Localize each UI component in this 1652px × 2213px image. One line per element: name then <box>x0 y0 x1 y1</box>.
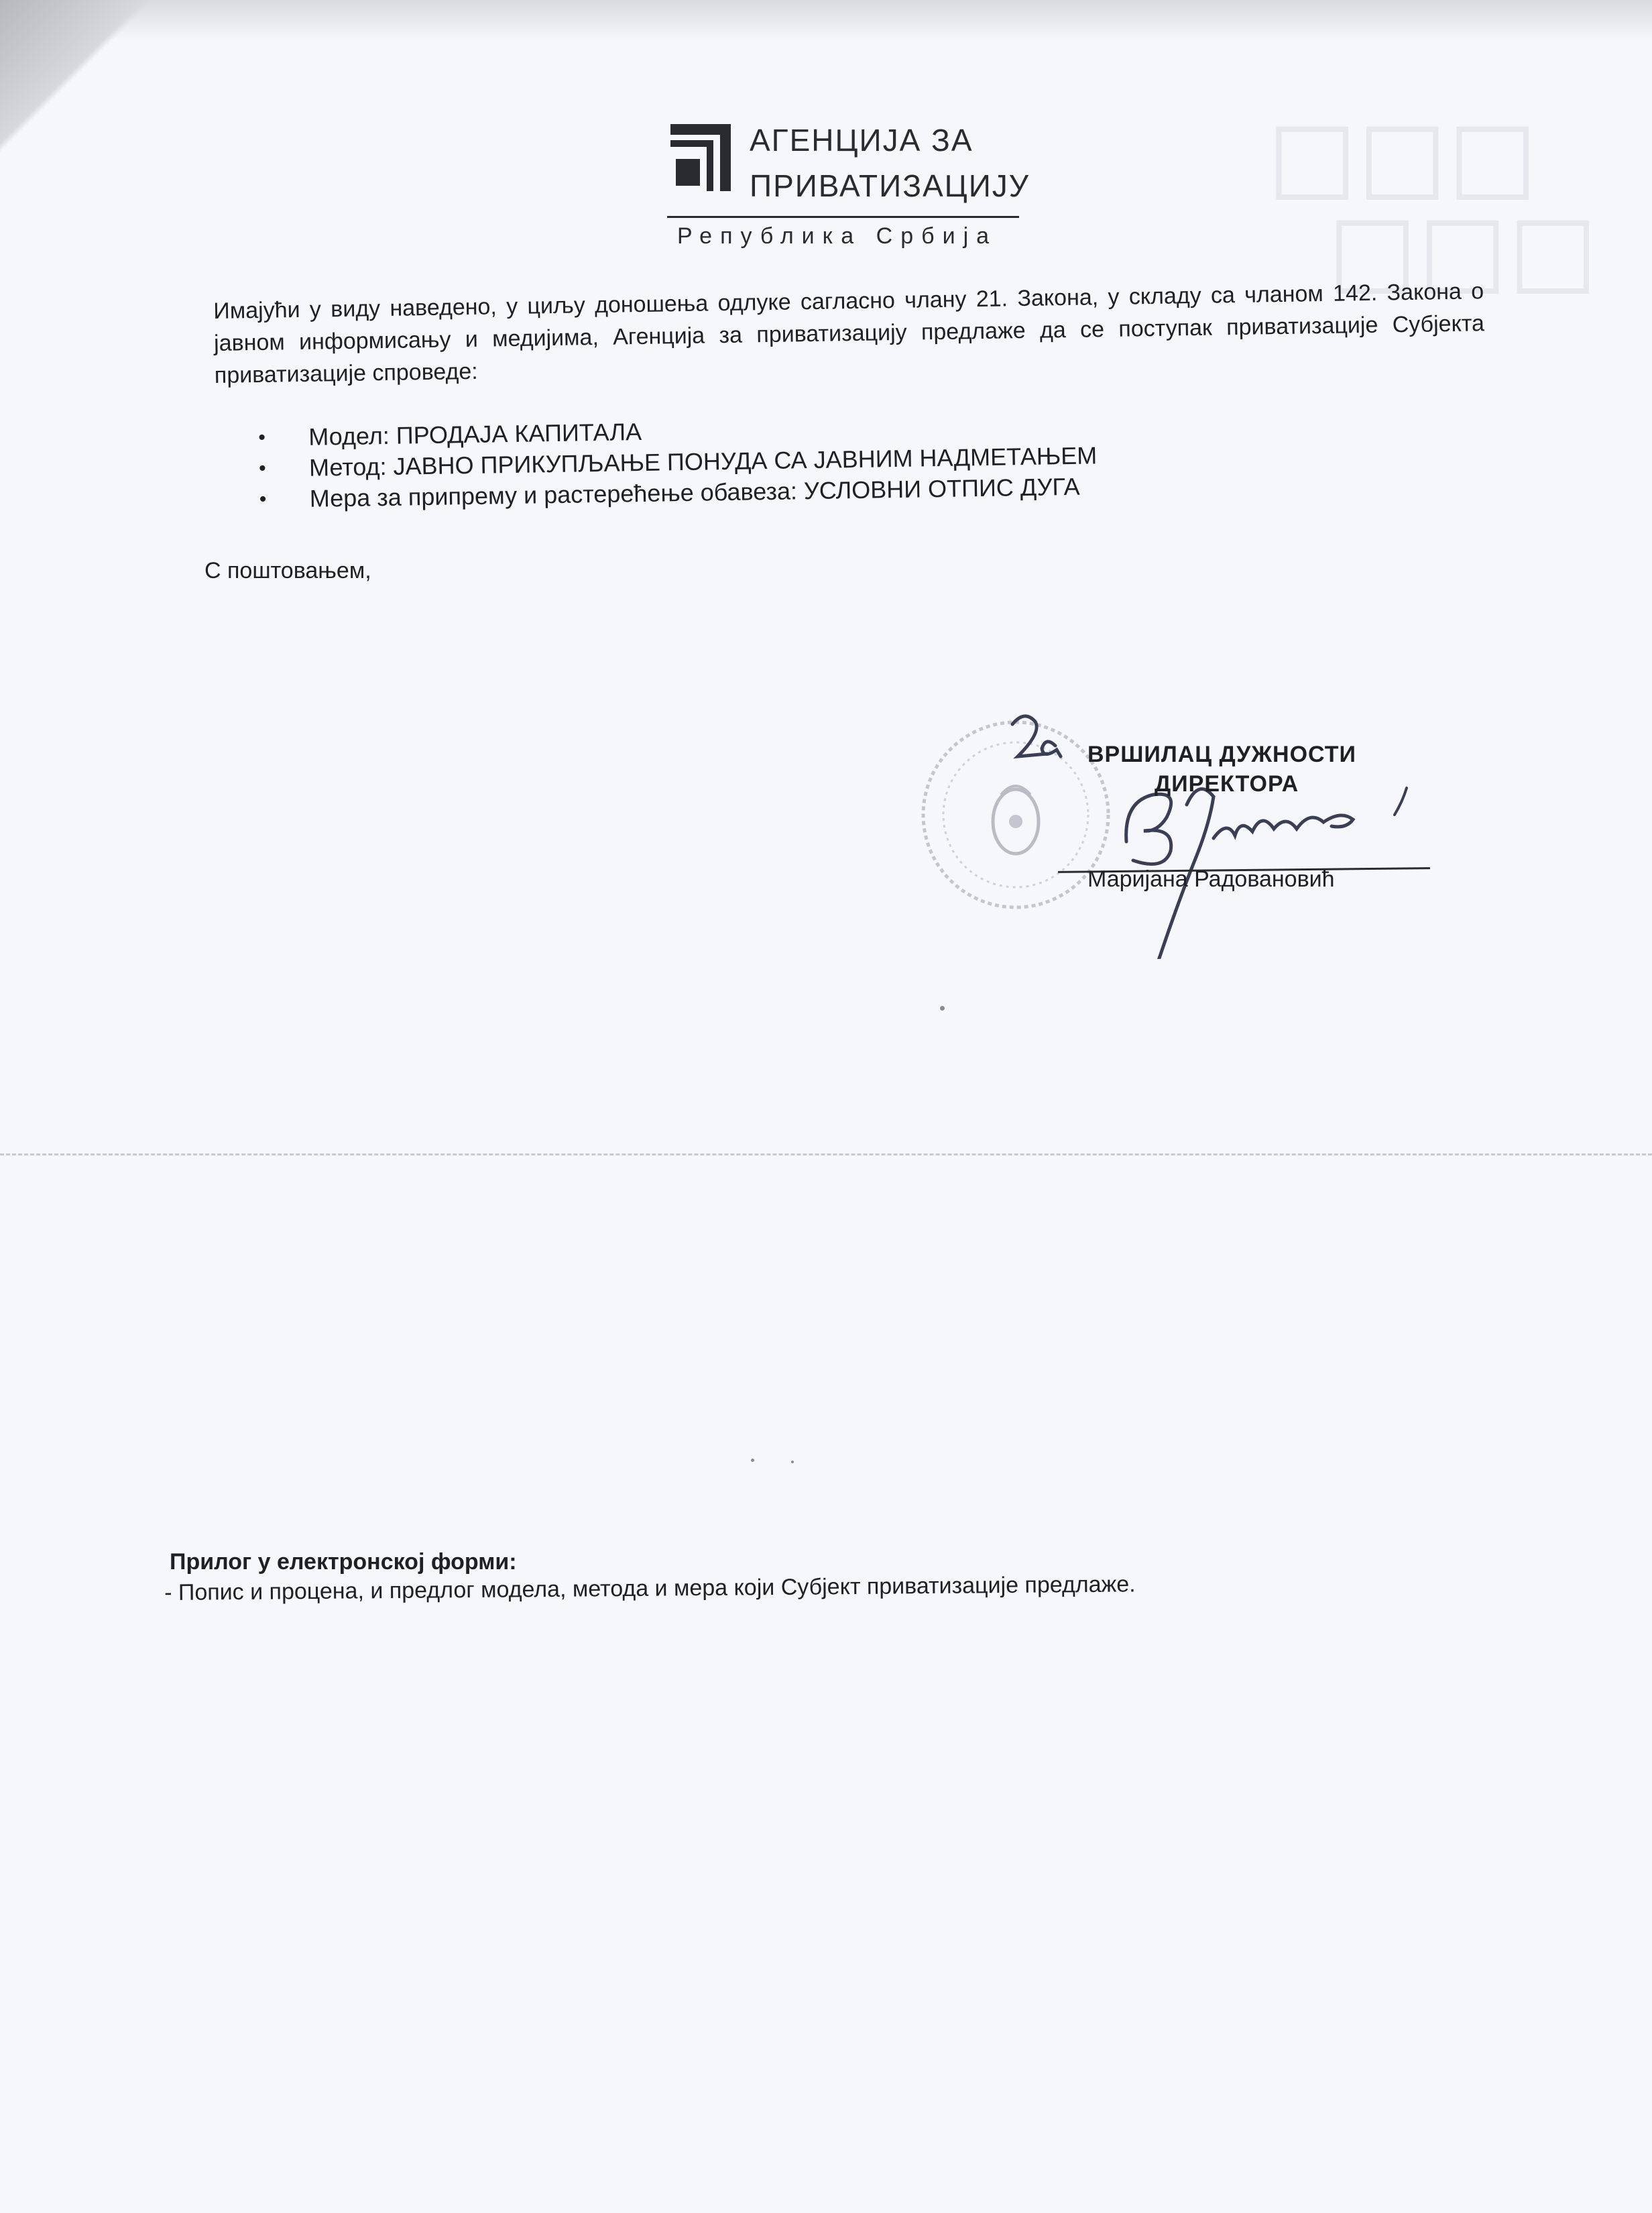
paper-fold-line <box>0 1153 1652 1155</box>
bullet-icon: • <box>258 457 266 479</box>
list-item-text: Мера за припрему и растерећење обавеза: УСЛОВНИ ОТПИС ДУГА <box>309 472 1080 512</box>
agency-name-line-2: ПРИВАТИЗАЦИЈУ <box>750 168 1030 203</box>
scan-speck <box>751 1459 754 1462</box>
bullet-icon: • <box>258 426 266 449</box>
proposal-list <box>258 404 1466 515</box>
letterhead-divider <box>667 216 1019 218</box>
bullet-icon: • <box>259 488 267 510</box>
signatory-title-line-1: ВРШИЛАЦ ДУЖНОСТИ <box>1087 742 1356 767</box>
country-name: Република Србија <box>677 223 998 249</box>
intro-paragraph: Имајући у виду наведено, у циљу доношења одлуке сагласно члану 21. Закона, у складу са чланом 142. Закона о јавном информисању и медијима, Агенција за приватизацију предлаже да се поступак приватизације Субјекта приватизације спроведе: <box>213 278 1485 388</box>
agency-name-line-1: АГЕНЦИЈА ЗА <box>750 123 973 158</box>
list-item-text: Модел: ПРОДАЈА КАПИТАЛА <box>308 418 642 451</box>
agency-logo-icon <box>670 124 731 191</box>
list-item-text: Метод: ЈАВНО ПРИКУПЉАЊЕ ПОНУДА СА ЈАВНИМ НАДМЕТАЊЕМ <box>308 441 1098 481</box>
scan-edge-left <box>0 0 255 255</box>
attachment-item: - Попис и процена, и предлог модела, метода и мера који Субјект приватизације предлаже. <box>164 1571 1136 1605</box>
signatory-name: Маријана Радовановић <box>1087 866 1335 892</box>
bleed-through-mark: ☐☐☐ <box>1328 203 1598 315</box>
scan-speck <box>940 1006 945 1011</box>
scan-speck <box>791 1461 794 1463</box>
bleed-through-mark: ☐☐☐ <box>1267 109 1538 221</box>
attachment-title: Прилог у електронској форми: <box>170 1549 517 1575</box>
signatory-title-line-2: ДИРЕКТОРА <box>1155 771 1299 797</box>
closing-salutation: С поштовањем, <box>204 558 371 583</box>
